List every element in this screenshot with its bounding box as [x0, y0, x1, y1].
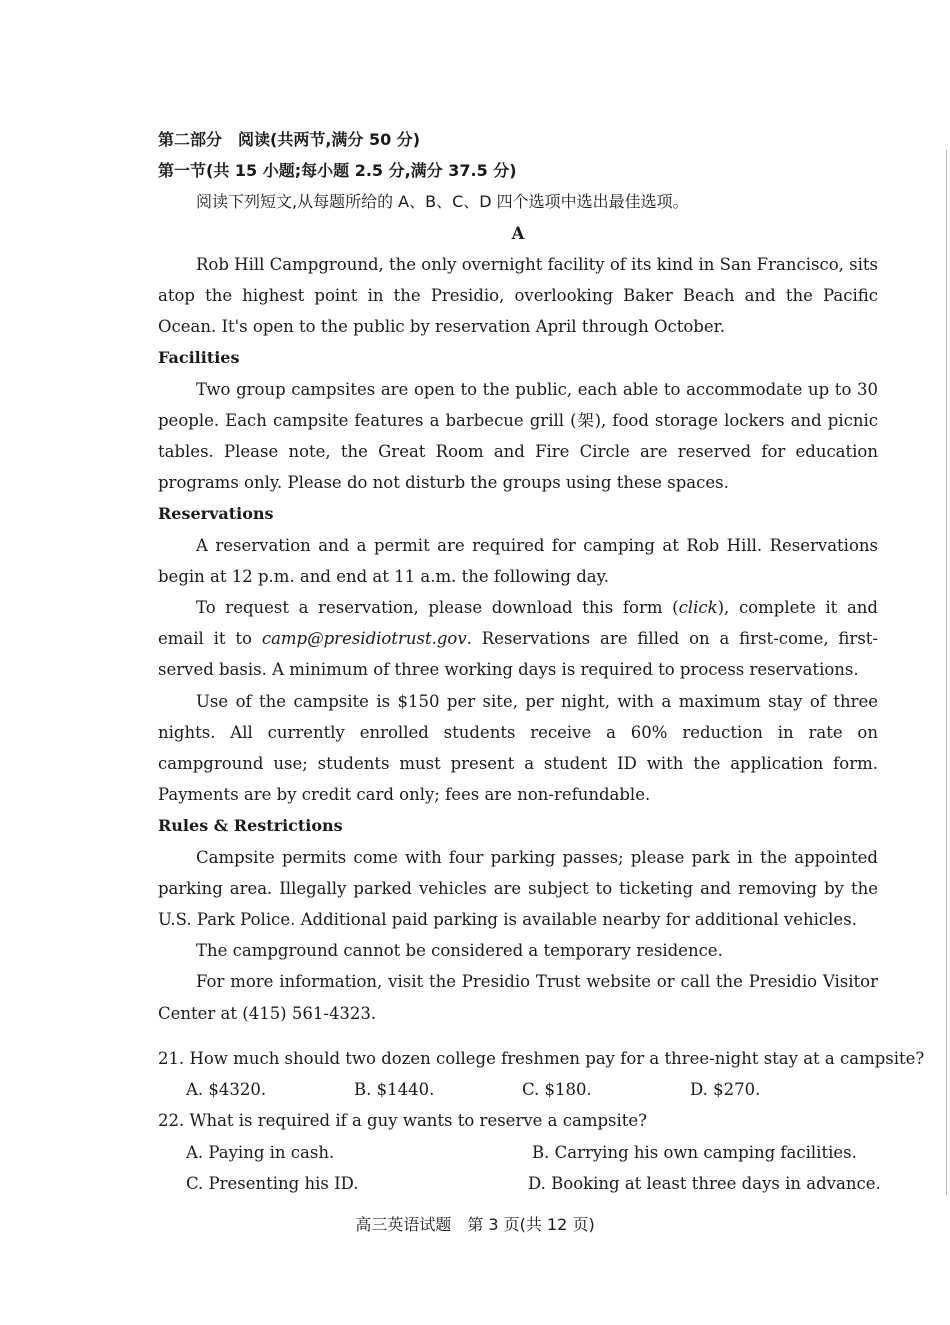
part-title: 第二部分 阅读(共两节,满分 50 分): [158, 130, 421, 149]
question-21-stem: 21. How much should two dozen college freshmen pay for a three-night stay at a campsite?: [158, 1048, 925, 1068]
reservation-text-b: ), complete it and email it to: [158, 598, 878, 649]
question-22-options-row-2: [158, 1168, 881, 1199]
facilities-text: Two group campsites are open to the public, each able to accommodate up to 30 people. Each campsite features a barbecue grill (架), food storage lockers and picnic tables. Please note, the Great Room and Fire Circle are reserved for education programs only. Please do not disturb the groups using these spaces.: [158, 379, 878, 493]
page-edge-rule: [946, 150, 947, 1195]
reservations-paragraph-2: [158, 592, 878, 686]
passage-intro: Rob Hill Campground, the only overnight facility of its kind in San Francisco, sits atop the highest point in the Presidio, overlooking Baker Beach and the Pacific Ocean. It's open to the public by reservation April through October.: [158, 254, 878, 337]
reservation-text-c: . Reservations are filled on a first-come, first-served basis. A minimum of three working days is required to process reservations.: [158, 629, 878, 680]
passage-label: A: [511, 223, 525, 243]
option-a[interactable]: A. $4320.: [186, 1080, 267, 1100]
reservations-paragraph-1: A reservation and a permit are required for camping at Rob Hill. Reservations begin at 12 p.m. and end at 11 a.m. the following day.: [158, 535, 878, 586]
question-22-stem: 22. What is required if a guy wants to reserve a campsite?: [158, 1111, 648, 1131]
option-d[interactable]: D. $270.: [690, 1080, 761, 1100]
question-21-options: [158, 1074, 878, 1105]
reservations-paragraph-3: Use of the campsite is $150 per site, per night, with a maximum stay of three nights. All currently enrolled students receive a 60% reduction in rate on campground use; students must present a student ID with the application form. Payments are by credit card only; fees are non-refundable.: [158, 691, 878, 805]
facilities-heading: Facilities: [158, 348, 240, 368]
exam-page: [158, 124, 925, 1199]
email-address[interactable]: camp@presidiotrust.gov: [261, 629, 467, 649]
option-c[interactable]: C. Presenting his ID.: [186, 1173, 359, 1193]
rules-heading: Rules & Restrictions: [158, 816, 343, 836]
instruction: 阅读下列短文,从每题所给的 A、B、C、D 四个选项中选出最佳选项。: [196, 192, 689, 212]
option-d[interactable]: D. Booking at least three days in advance.: [528, 1173, 881, 1193]
option-c[interactable]: C. $180.: [522, 1080, 592, 1100]
option-b[interactable]: B. Carrying his own camping facilities.: [532, 1142, 857, 1162]
rules-paragraph-1: Campsite permits come with four parking passes; please park in the appointed parking area. Illegally parked vehicles are subject to ticketing and removing by the U.S. Park Police. Additional paid parking is available nearby for additional vehicles.: [158, 847, 878, 930]
question-22-options-row-1: [158, 1137, 878, 1168]
subsection-title: 第一节(共 15 小题;每小题 2.5 分,满分 37.5 分): [158, 161, 517, 181]
page-footer: 高三英语试题 第 3 页(共 12 页): [355, 1215, 595, 1234]
rules-paragraph-2: The campground cannot be considered a temporary residence.: [196, 941, 723, 961]
form-link[interactable]: click: [678, 598, 718, 618]
rules-paragraph-3: For more information, visit the Presidio Trust website or call the Presidio Visitor Center at (415) 561-4323.: [158, 972, 878, 1023]
option-b[interactable]: B. $1440.: [354, 1080, 435, 1100]
reservation-text-a: To request a reservation, please download this form (: [196, 598, 679, 618]
reservations-heading: Reservations: [158, 504, 274, 524]
option-a[interactable]: A. Paying in cash.: [186, 1142, 335, 1162]
